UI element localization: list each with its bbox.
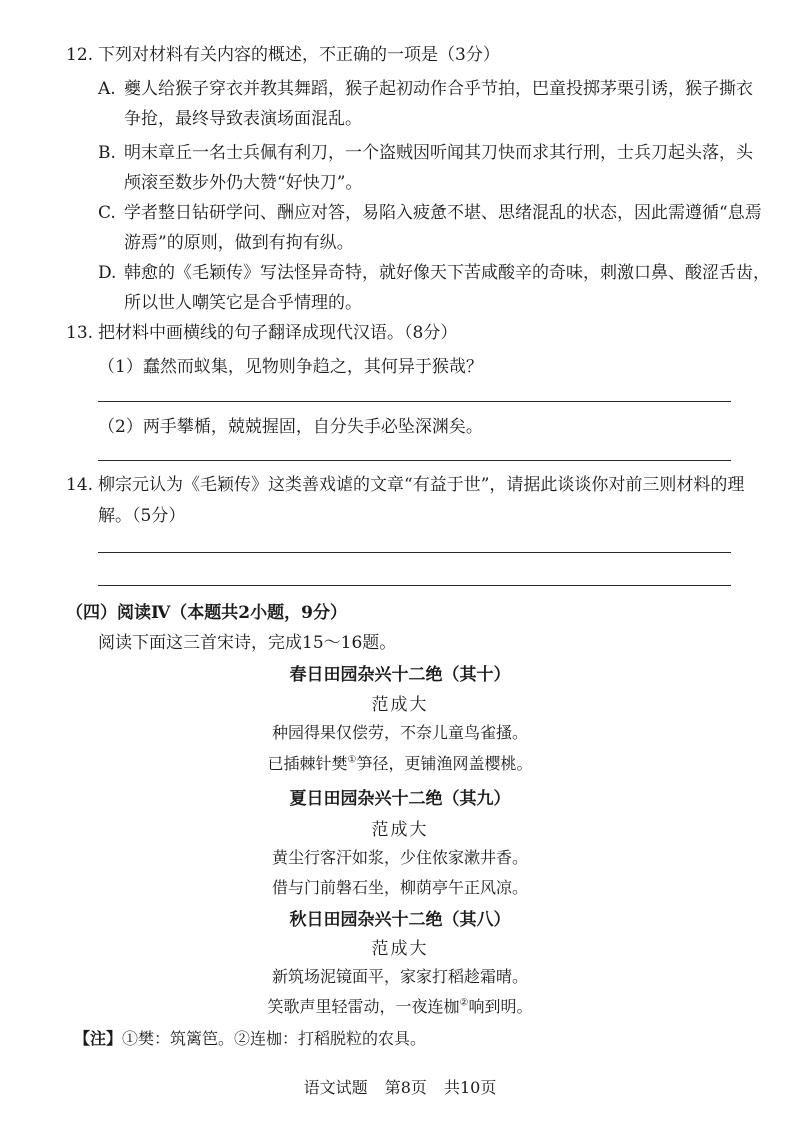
poem1-title: 春日田园杂兴十二绝（其十） — [289, 665, 511, 685]
q12-option-d-text: 韩愈的《毛颖传》写法怪异奇特，就好像天下苦咸酸辛的奇味，刺激口鼻、酸涩舌齿， — [124, 263, 770, 283]
footnote-label: 【注】 — [74, 1029, 123, 1048]
q13-sub2: （2）两手攀楯，兢兢握固，自分失手必坠深渊矣。 — [98, 417, 483, 437]
q13-answer-line-1[interactable] — [98, 401, 731, 402]
section4-title: （四）阅读Ⅳ（本题共2小题，9分） — [66, 603, 347, 623]
q12-option-a-text-cont: 争抢，最终导致表演场面混乱。 — [124, 109, 362, 129]
poem3-line2 — [0, 994, 800, 1017]
section4-instruction: 阅读下面这三首宋诗，完成15～16题。 — [98, 633, 397, 653]
q13-answer-line-2[interactable] — [98, 460, 731, 461]
poem2-line1: 黄尘行客汗如浆，少住侬家漱井香。 — [271, 848, 528, 867]
q14-number: 14. — [66, 475, 94, 495]
footer-subject: 语文试题 — [303, 1078, 368, 1097]
q12-option-a-letter: A. — [98, 79, 116, 99]
q13-sub1: （1）蠢然而蚁集，见物则争趋之，其何异于猴哉？ — [98, 357, 483, 377]
footnote-marker-2: ② — [459, 997, 469, 1009]
poem1-line1: 种园得果仅偿劳，不奈儿童鸟雀搔。 — [271, 723, 528, 742]
footnote-marker-1: ① — [347, 754, 357, 766]
poem1-author: 范成大 — [371, 695, 429, 715]
poem3-line2-part1: 笑歌声里轻雷动，一夜连枷 — [267, 997, 460, 1016]
q12-option-b-text-cont: 颅滚至数步外仍大赞“好快刀”。 — [124, 173, 363, 193]
q13-number: 13. — [66, 323, 94, 343]
poem3-title: 秋日田园杂兴十二绝（其八） — [289, 910, 511, 930]
footer-total: 共10页 — [444, 1078, 497, 1097]
q12-option-b-text: 明末章丘一名士兵佩有利刀，一个盗贼因听闻其刀快而求其行刑，士兵刀起头落，头 — [124, 143, 753, 163]
poem1-line2-part2: 笋径，更铺渔网盖樱桃。 — [356, 754, 533, 773]
poem2-author: 范成大 — [371, 820, 429, 840]
q12-stem: 下列对材料有关内容的概述，不正确的一项是（3分） — [98, 45, 500, 65]
poem3-line1: 新筑场泥镜面平，家家打稻趁霜晴。 — [271, 967, 528, 986]
poem2-line2: 借与门前磐石坐，柳荫亭午正风凉。 — [271, 878, 528, 897]
page-footer — [0, 1075, 800, 1098]
poem3-author: 范成大 — [371, 939, 429, 959]
q12-option-c-letter: C. — [98, 203, 116, 223]
footer-page: 第8页 — [384, 1078, 427, 1097]
q12-option-b-letter: B. — [98, 143, 116, 163]
poem3-line2-part2: 响到明。 — [468, 997, 533, 1016]
footnote — [74, 1026, 426, 1049]
footnote-text: ①樊：筑篱笆。②连枷：打稻脱粒的农具。 — [122, 1029, 427, 1048]
q12-option-c-text-cont: 游焉”的原则，做到有拘有纵。 — [124, 233, 354, 253]
q12-option-c-text: 学者整日钻研学问、酬应对答，易陷入疲惫不堪、思绪混乱的状态，因此需遵循“息焉 — [124, 203, 762, 223]
poem1-line2-part1: 已插棘针樊 — [267, 754, 348, 773]
q14-answer-line-1[interactable] — [98, 552, 731, 553]
q14-text: 柳宗元认为《毛颖传》这类善戏谑的文章“有益于世”，请据此谈谈你对前三则材料的理 — [98, 475, 745, 495]
q13-stem: 把材料中画横线的句子翻译成现代汉语。（8分） — [98, 323, 458, 343]
q12-option-d-text-cont: 所以世人嘲笑它是合乎情理的。 — [124, 293, 362, 313]
q14-text-cont: 解。（5分） — [98, 506, 186, 526]
q14-answer-line-2[interactable] — [98, 585, 731, 586]
poem1-line2 — [0, 751, 800, 774]
poem2-title: 夏日田园杂兴十二绝（其九） — [289, 789, 511, 809]
q12-option-a-text: 夔人给猴子穿衣并教其舞蹈，猴子起初动作合乎节拍，巴童投掷茅栗引诱，猴子撕衣 — [124, 79, 753, 99]
q12-number: 12. — [66, 45, 94, 65]
q12-option-d-letter: D. — [98, 263, 117, 283]
